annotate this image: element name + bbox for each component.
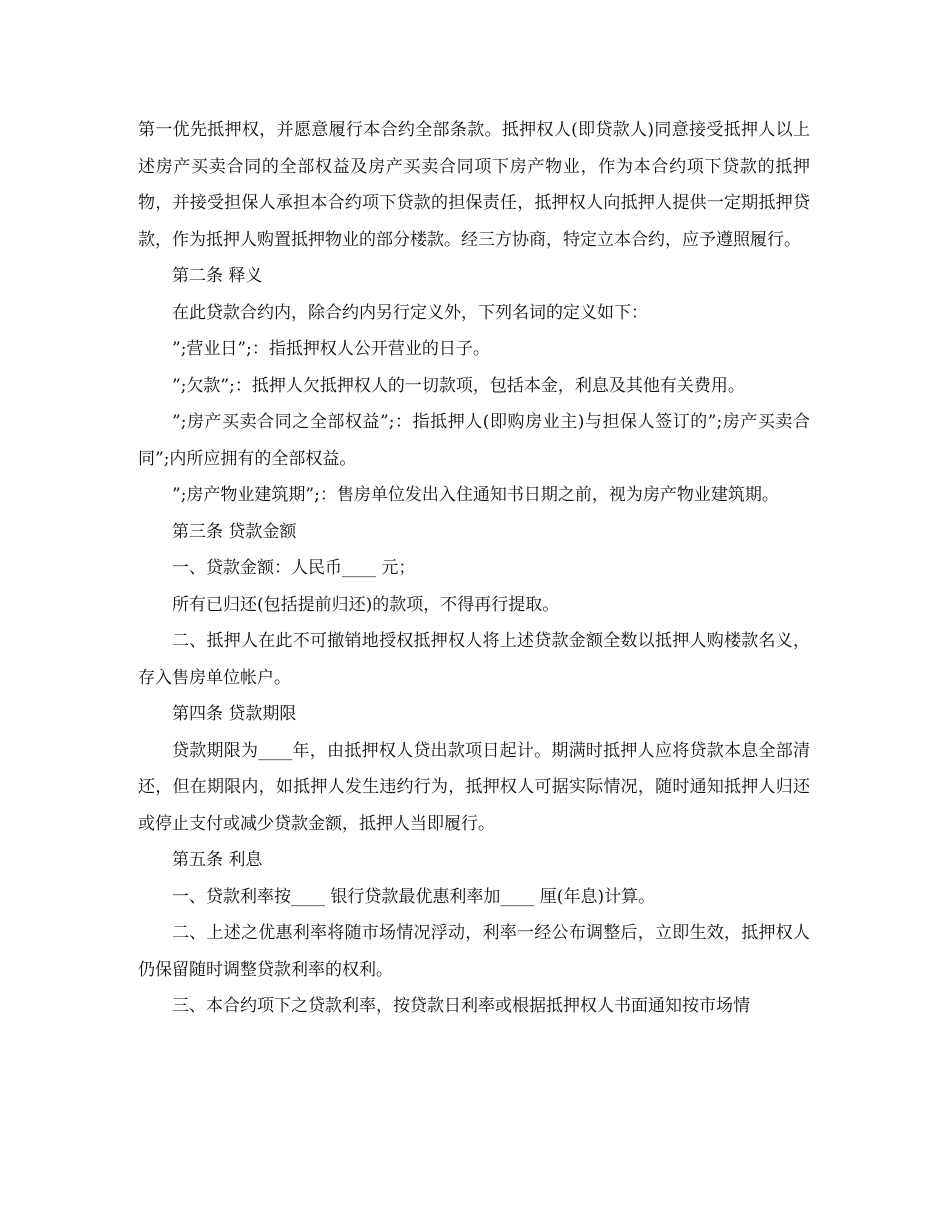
section-heading-article-2: 第二条 释义 bbox=[172, 266, 263, 286]
paragraph-definition-contract-rights: ”;房产买卖合同之全部权益”;：指抵押人(即购房业主)与担保人签订的”;房产买卖合同”;内所应拥有的全部权益。 bbox=[138, 412, 810, 469]
document-body bbox=[138, 112, 810, 1025]
paragraph-rate-adjustment: 二、上述之优惠利率将随市场情况浮动，利率一经公布调整后，立即生效，抵押权人仍保留随时调整贷款利率的权利。 bbox=[138, 923, 810, 980]
paragraph-definition-business-day: ”;营业日”;：指抵押权人公开营业的日子。 bbox=[172, 339, 490, 359]
paragraph-definition-construction-period: ”;房产物业建筑期”;：售房单位发出入住通知书日期之前，视为房产物业建筑期。 bbox=[172, 485, 779, 505]
paragraph-authorization: 二、抵押人在此不可撤销地授权抵押权人将上述贷款金额全数以抵押人购楼款名义，存入售房单位帐户。 bbox=[138, 631, 810, 688]
paragraph-preamble: 第一优先抵押权，并愿意履行本合约全部条款。抵押权人(即贷款人)同意接受抵押人以上述房产买卖合同的全部权益及房产买卖合同项下房产物业，作为本合约项下贷款的抵押物，并接受担保人承担本合约项下贷款的担保责任，抵押权人向抵押人提供一定期抵押贷款，作为抵押人购置抵押物业的部分楼款。经三方协商，特定立本合约，应予遵照履行。 bbox=[138, 120, 810, 250]
paragraph-definitions-intro: 在此贷款合约内，除合约内另行定义外，下列名词的定义如下： bbox=[172, 302, 648, 323]
paragraph-repaid-amounts: 所有已归还(包括提前归还)的款项，不得再行提取。 bbox=[172, 594, 560, 615]
paragraph-rate-basis: 三、本合约项下之贷款利率，按贷款日利率或根据抵押权人书面通知按市场情 bbox=[172, 996, 750, 1016]
section-heading-article-4: 第四条 贷款期限 bbox=[172, 704, 297, 724]
section-heading-article-5: 第五条 利息 bbox=[172, 850, 263, 870]
paragraph-loan-term: 贷款期限为____年，由抵押权人贷出款项日起计。期满时抵押人应将贷款本息全部清还，但在期限内，如抵押人发生违约行为，抵押权人可据实际情况，随时通知抵押人归还或停止支付或减少贷款金额，抵押人当即履行。 bbox=[138, 740, 810, 834]
paragraph-definition-debt: ”;欠款”;：抵押人欠抵押权人的一切款项，包括本金，利息及其他有关费用。 bbox=[172, 375, 745, 396]
paragraph-interest-rate: 一、贷款利率按____ 银行贷款最优惠利率加____ 厘(年息)计算。 bbox=[172, 886, 656, 907]
paragraph-loan-amount: 一、贷款金额：人民币____ 元； bbox=[172, 558, 416, 578]
section-heading-article-3: 第三条 贷款金额 bbox=[172, 521, 297, 542]
